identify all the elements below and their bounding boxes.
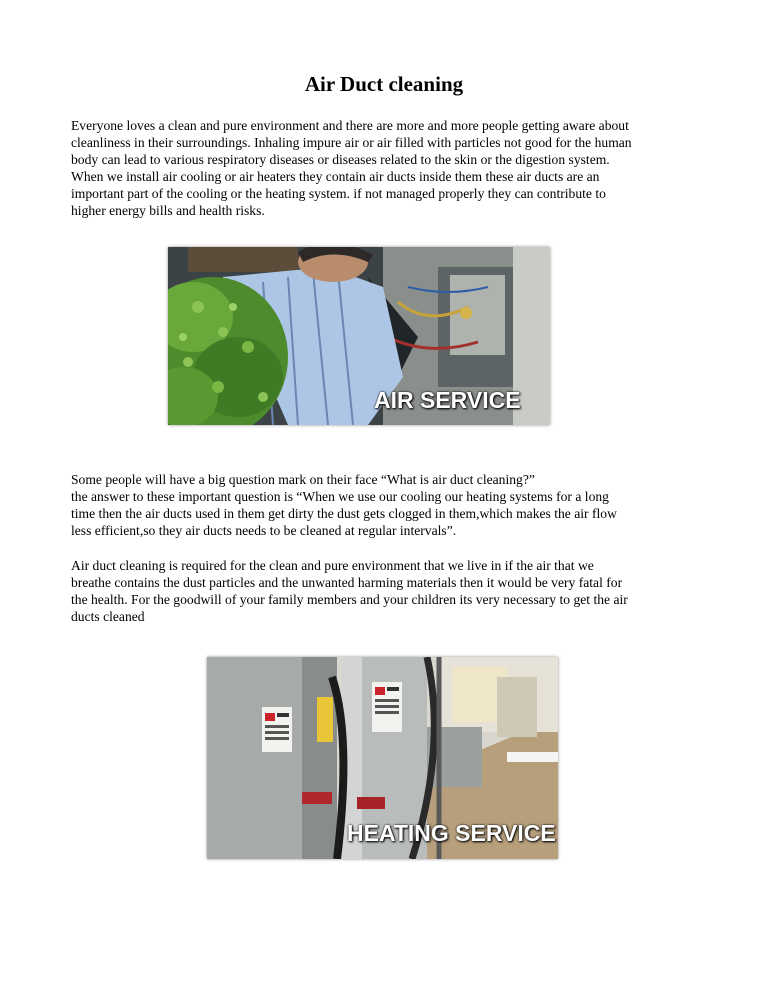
intro-line: Everyone loves a clean and pure environment and there are more and more people getting aware about [71, 118, 629, 133]
heating-service-photo [207, 657, 558, 859]
question-line: time then the air ducts used in them get dirty the dust gets clogged in them,which makes the air flow [71, 506, 617, 521]
intro-line: important part of the cooling or the heating system. if not managed properly they can contribute to [71, 186, 606, 201]
document-title: Air Duct cleaning [304, 72, 464, 96]
closing-line: ducts cleaned [71, 609, 145, 624]
closing-line: Air duct cleaning is required for the clean and pure environment that we live in if the air that we [71, 558, 594, 573]
question-line: Some people will have a big question mark on their face “What is air duct cleaning?” [71, 472, 535, 487]
closing-line: breathe contains the dust particles and the unwanted harming materials then it would be very fatal for [71, 575, 623, 590]
intro-line: When we install air cooling or air heaters they contain air ducts inside them these air ducts are an [71, 169, 600, 184]
intro-line: higher energy bills and health risks. [71, 203, 265, 218]
intro-line: cleanliness in their surroundings. Inhaling impure air or air filled with particles not good for the human [71, 135, 632, 150]
question-line: less efficient,so they air ducts needs to be cleaned at regular intervals”. [71, 523, 457, 538]
air-service-caption: AIR SERVICE [374, 387, 521, 413]
closing-line: the health. For the goodwill of your family members and your children its very necessary to get the air [71, 592, 628, 607]
intro-line: body can lead to various respiratory diseases or diseases related to the skin or the digestion system. [71, 152, 610, 167]
heating-service-caption: HEATING SERVICE [347, 820, 556, 846]
question-line: the answer to these important question is “When we use our cooling our heating systems for a long [71, 489, 609, 504]
question-paragraph [71, 471, 699, 539]
air-service-photo [168, 247, 550, 425]
closing-paragraph [71, 557, 699, 625]
intro-paragraph [71, 117, 699, 219]
